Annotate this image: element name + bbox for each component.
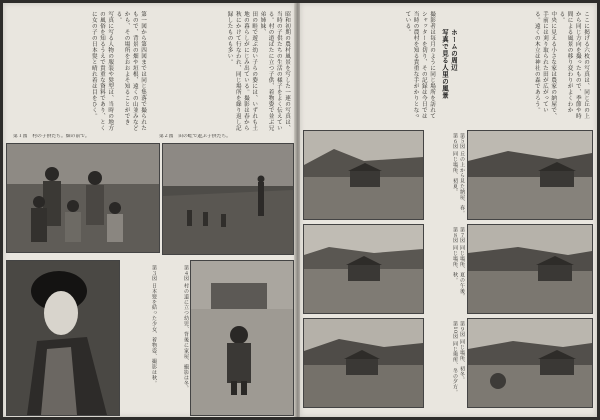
caption-landscape-6-text: 第10図 同じ場所、冬の夕方。 — [452, 321, 458, 395]
photo-girl-portrait — [7, 261, 119, 415]
caption-toddler-text: 第４図 村の道に立つ幼児、背後に家屋、撮影は冬。 — [183, 265, 189, 392]
caption-landscape-1-text: 第５図 丘の上から見た納屋、春。 — [459, 133, 465, 216]
left-paragraph-2: 田の畦で遊ぶ幼い子らの姿には、いずれも土地の暮らしがにじみ出ている。撮影は春から秋にかけて行なわれ、同じ場所を繰り返し記録したものも多い。 — [226, 11, 258, 131]
caption-landscape-1 — [427, 133, 465, 217]
photo-landscape-1 — [304, 131, 423, 219]
caption-landscape-5-text: 第９図 同じ場所、初冬。 — [459, 321, 465, 383]
right-paragraph-2: 中央に見える小さな家は農家の納屋で、手前には刈り取られた田が広がっている。遠くの木立は神社の森であろう。 — [533, 11, 557, 119]
caption-fig1: 第１図 村の子供たち。畑の前で。 — [13, 134, 90, 139]
right-paragraph-1: ここに掲げる六枚の写真は、同じ丘の上から同じ方向を撮ったもので、季節や時間による風景の移り変わりがよくわかる。 — [558, 11, 589, 119]
photo-field-scene — [163, 144, 293, 254]
caption-landscape-2-text: 第６図 同じ場所、初夏。 — [452, 133, 458, 195]
caption-girl-vertical — [123, 265, 157, 405]
caption-landscape-2 — [427, 227, 465, 311]
photo-landscape-3 — [304, 225, 423, 313]
right-body-text-2 — [308, 11, 436, 123]
photo-landscape-4 — [468, 225, 592, 313]
photo-landscape-2 — [468, 131, 592, 219]
right-paragraph-3: 撮影者は毎月のように同じ場所を訪れてシャッターを切り、その記録は今日では当時の農村を知る貴重な手がかりとなっている。 — [404, 11, 435, 119]
right-page — [300, 3, 597, 417]
photo-children-group — [7, 144, 159, 252]
left-paragraph-3: 第一図から第四図までは同じ集落で撮られたもので、背景の畑や垣根、遠くの山並みなどから、その場所をおおよそ知ることができる。 — [115, 11, 146, 131]
caption-landscape-4-text: 第８図 同じ場所、秋。 — [452, 227, 458, 283]
photo-toddler — [191, 261, 293, 415]
section-heading-1: ホームの周辺 — [450, 29, 458, 71]
caption-toddler-vertical — [163, 265, 189, 405]
left-paragraph-4: 写真に写る人物の服装や髪型は、当時の地方の風俗を知るうえで貴重な資料であり、とくに女の子の日本髪と晴れ着は目をひく。 — [90, 11, 114, 131]
left-body-text — [153, 11, 291, 131]
section-heading-2: 写真で見る人里の風景 — [441, 29, 449, 99]
photo-landscape-6 — [468, 319, 592, 407]
left-body-text-2 — [11, 11, 147, 131]
photo-landscape-5 — [304, 319, 423, 407]
caption-landscape-3 — [427, 321, 465, 405]
caption-landscape-3-text: 第７図 同じ場所、夏の午後。 — [459, 227, 465, 300]
right-body-text — [460, 11, 590, 123]
left-paragraph-1: 昭和初期の農村風景を写した一連の写真は、当時の子供たちの生活の様子をよく伝えている。村の道ばたに立つ子供、着物姿で並ぶ兄弟姉妹、 — [259, 11, 290, 131]
caption-girl-text: 第３図 日本髪を結った少女、着物姿、撮影は秋。 — [151, 265, 157, 386]
left-page — [3, 3, 296, 417]
caption-fig2: 第２図 田の畦で遊ぶ子供たち。 — [159, 134, 231, 139]
